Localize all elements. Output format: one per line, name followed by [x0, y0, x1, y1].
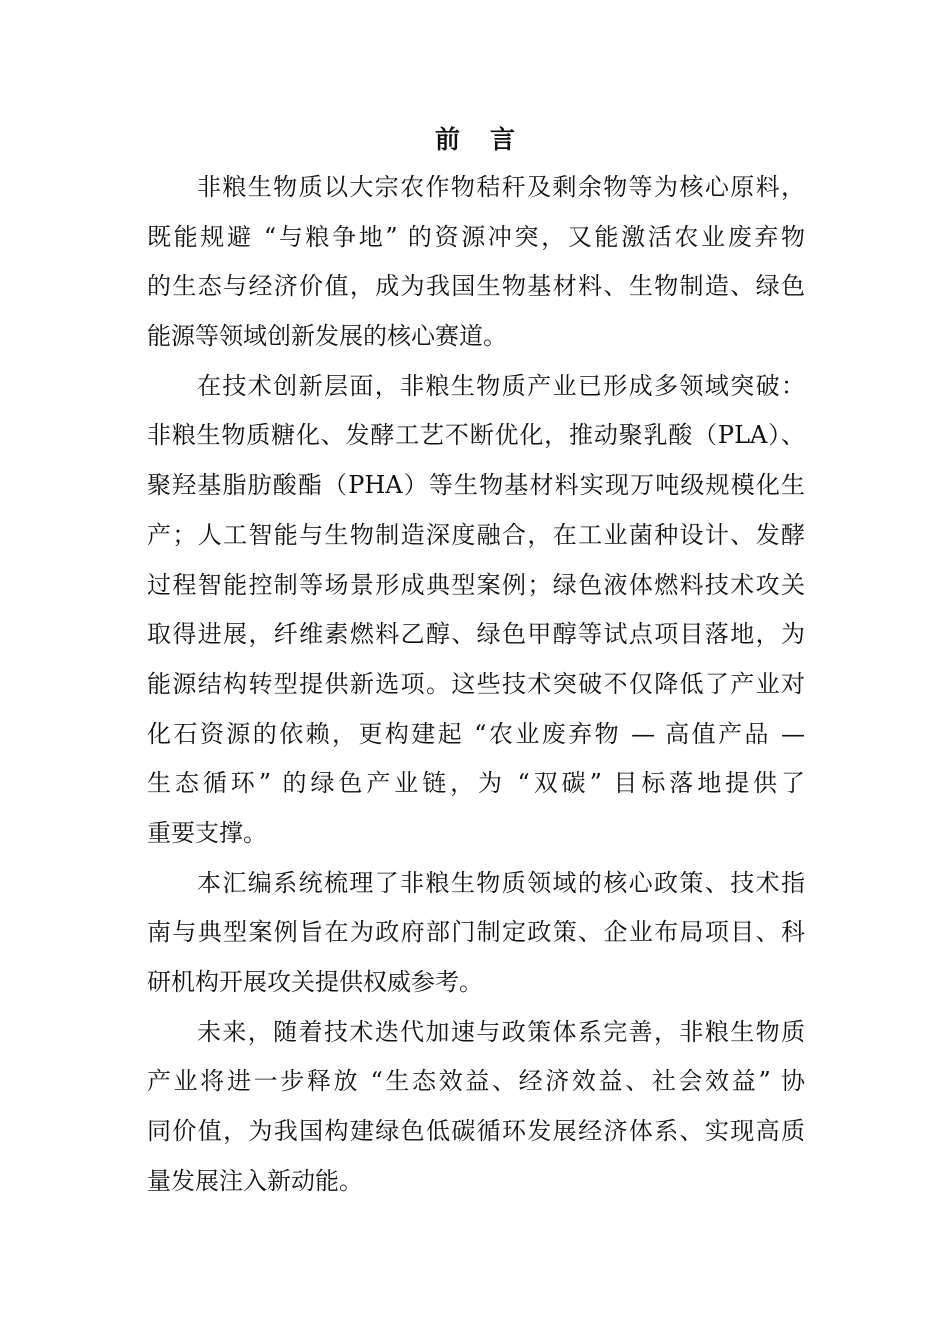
text-line: 量发展注入新动能。 [147, 1166, 363, 1195]
text-line: 生态循环” 的绿色产业链，为 “双碳” 目标落地提供了 [147, 769, 805, 798]
document-body [147, 163, 805, 1206]
text-line: 未来，随着技术迭代加速与政策体系完善，非粮生物质 [197, 1017, 805, 1046]
text-line: 研机构开展攻关提供权威参考。 [147, 968, 483, 996]
text-line: 过程智能控制等场景形成典型案例；绿色液体燃料技术攻关 [147, 570, 805, 599]
text-line: 产业将进一步释放 “生态效益、经济效益、社会效益” 协 [147, 1067, 805, 1096]
text-line: 能源等领域创新发展的核心赛道。 [147, 322, 507, 351]
text-line: 重要支撑。 [147, 818, 267, 847]
paragraph-2 [147, 362, 805, 859]
text-line: 既能规避 “与粮争地” 的资源冲突，又能激活农业废弃物 [147, 222, 805, 251]
paragraph-1 [147, 163, 805, 362]
text-line: 非粮生物质以大宗农作物秸秆及剩余物等为核心原料， [197, 173, 805, 201]
text-line: 非粮生物质糖化、发酵工艺不断优化，推动聚乳酸（PLA）、 [147, 421, 805, 450]
text-line: 南与典型案例旨在为政府部门制定政策、企业布局项目、科 [147, 918, 805, 947]
text-line: 取得进展，纤维素燃料乙醇、绿色甲醇等试点项目落地，为 [147, 620, 805, 649]
text-line: 产；人工智能与生物制造深度融合，在工业菌种设计、发酵 [147, 520, 805, 549]
page-title: 前言 [434, 125, 545, 154]
text-line: 的生态与经济价值，成为我国生物基材料、生物制造、绿色 [147, 272, 805, 301]
text-line: 同价值，为我国构建绿色低碳循环发展经济体系、实现高质 [147, 1117, 805, 1146]
text-line: 在技术创新层面，非粮生物质产业已形成多领域突破： [197, 371, 805, 400]
paragraph-3 [147, 859, 805, 1008]
text-line: 化石资源的依赖，更构建起 “农业废弃物 — 高值产品 — [147, 719, 805, 748]
text-line: 能源结构转型提供新选项。这些技术突破不仅降低了产业对 [147, 669, 805, 698]
paragraph-4 [147, 1008, 805, 1207]
text-line: 本汇编系统梳理了非粮生物质领域的核心政策、技术指 [197, 868, 805, 897]
text-line: 聚羟基脂肪酸酯（PHA）等生物基材料实现万吨级规模化生 [147, 471, 805, 500]
